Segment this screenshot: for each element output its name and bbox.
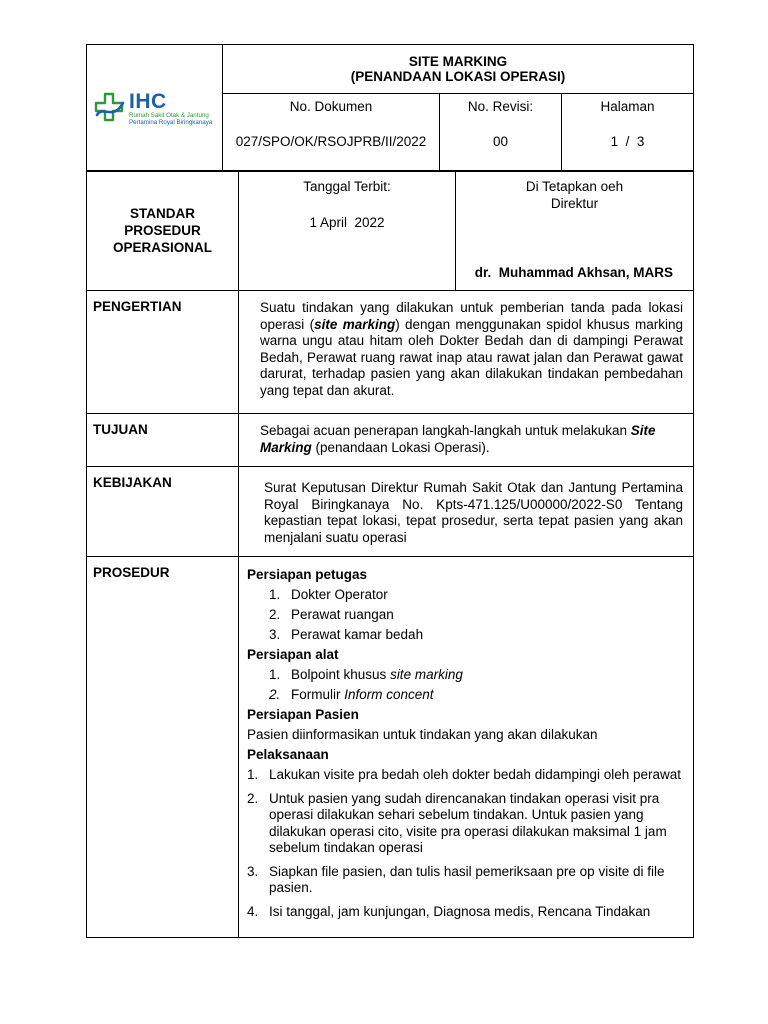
doc-number-label: No. Dokumen: [289, 98, 373, 114]
logo-cell: [87, 45, 223, 172]
persiapan-petugas-heading: Persiapan petugas: [247, 567, 368, 582]
page-label: Halaman: [600, 98, 655, 114]
signer-name: dr. Muhammad Akhsan, MARS: [474, 264, 673, 280]
issue-date-cell: [239, 171, 456, 291]
revision-cell: [440, 94, 562, 172]
hospital-logo: [87, 91, 222, 126]
doc-number-cell: [223, 94, 440, 172]
sop-label-cell: [87, 171, 239, 291]
prosedur-content: [239, 557, 694, 938]
prosedur-label: PROSEDUR: [87, 557, 239, 938]
persiapan-pasien-heading: Persiapan Pasien: [247, 707, 359, 722]
pengertian-label: PENGERTIAN: [87, 291, 239, 414]
issue-date-label: Tanggal Terbit:: [303, 179, 391, 194]
step-item: 3. Siapkan file pasien, dan tulis hasil pemeriksaan pre op visite di file pasien.: [247, 863, 665, 895]
pengertian-part-2: ) dengan menggunakan spidol khusus marking warna ungu atau hitam oleh Dokter Bedah dan di dampingi Perawat Bedah, Perawat ruang rawat inap atau rawat jalan dan Perawat gawat darurat, terhadap pasien yang akan dilakukan tindakan pembedahan yang tepat dan akurat.: [260, 316, 684, 398]
revision-label: No. Revisi:: [467, 98, 534, 114]
tujuan-text: [239, 414, 694, 467]
pengertian-text: [239, 291, 694, 414]
persiapan-alat-heading: Persiapan alat: [247, 647, 339, 662]
document-title: [223, 45, 694, 94]
approval-cell: [456, 171, 694, 291]
list-item: 1. Dokter Operator: [269, 587, 388, 602]
list-item: 3. Perawat kamar bedah: [269, 627, 424, 642]
cross-logo-icon: [93, 91, 127, 125]
page-cell: [562, 94, 694, 172]
pengertian-part-1: Suatu tindakan yang dilakukan untuk pemberian tanda pada lokasi operasi (: [260, 300, 683, 332]
sop-table: [86, 170, 694, 938]
kebijakan-text: Surat Keputusan Direktur Rumah Sakit Otak dan Jantung Pertamina Royal Biringkanaya No. Kpts-471.125/U00000/2022-S0 Tentang kepastian tepat lokasi, tepat prosedur, serta tepat pasien yang akan menjalani suatu operasi: [239, 467, 694, 557]
tujuan-label: TUJUAN: [87, 414, 239, 467]
pasien-text: Pasien diinformasikan untuk tindakan yang akan dilakukan: [247, 727, 598, 742]
logo-wordmark: IHC: [129, 89, 167, 113]
header-table: [86, 44, 694, 172]
step-item: 4. Isi tanggal, jam kunjungan, Diagnosa medis, Rencana Tindakan: [247, 903, 651, 919]
doc-number-value: 027/SPO/OK/RSOJPRB/II/2022: [235, 133, 427, 149]
list-item: 2. Perawat ruangan: [269, 607, 394, 622]
issue-date-value: 1 April 2022: [309, 214, 385, 230]
pelaksanaan-heading: Pelaksanaan: [247, 747, 329, 762]
list-item: 1. Bolpoint khusus site marking: [269, 667, 463, 682]
set-by-line-2: Direktur: [550, 195, 599, 211]
sop-label: STANDAR PROSEDUR OPERASIONAL: [112, 206, 212, 255]
tujuan-emphasis: Site Marking: [260, 423, 656, 455]
logo-line-2: Pertamina Royal Biringkanaya: [129, 118, 213, 126]
list-item: 2. Formulir Inform concent: [269, 687, 434, 702]
tujuan-part-1: Sebagai acuan penerapan langkah-langkah untuk melakukan: [260, 423, 631, 438]
set-by-line-1: Di Tetapkan oeh: [525, 179, 624, 194]
pengertian-emphasis: site marking: [314, 316, 396, 332]
page-value: 1 / 3: [610, 133, 645, 149]
step-item: 2. Untuk pasien yang sudah direncanakan tindakan operasi visit pra operasi dilakukan sehari sebelum tindakan. Untuk pasien yang dilakukan operasi cito, visite pra operasi dilakukan maksimal 1 jam sebelum tindakan operasi: [247, 790, 667, 855]
revision-value: 00: [492, 133, 509, 149]
title-line: SITE MARKING: [408, 54, 508, 69]
step-item: 1. Lakukan visite pra bedah oleh dokter bedah didampingi oleh perawat: [247, 767, 682, 782]
tujuan-part-2: (penandaan Lokasi Operasi).: [311, 439, 490, 455]
logo-line-1: Rumah Sakit Otak & Jantung: [129, 111, 209, 119]
kebijakan-label: KEBIJAKAN: [87, 467, 239, 557]
subtitle-line: (PENANDAAN LOKASI OPERASI): [350, 69, 566, 84]
